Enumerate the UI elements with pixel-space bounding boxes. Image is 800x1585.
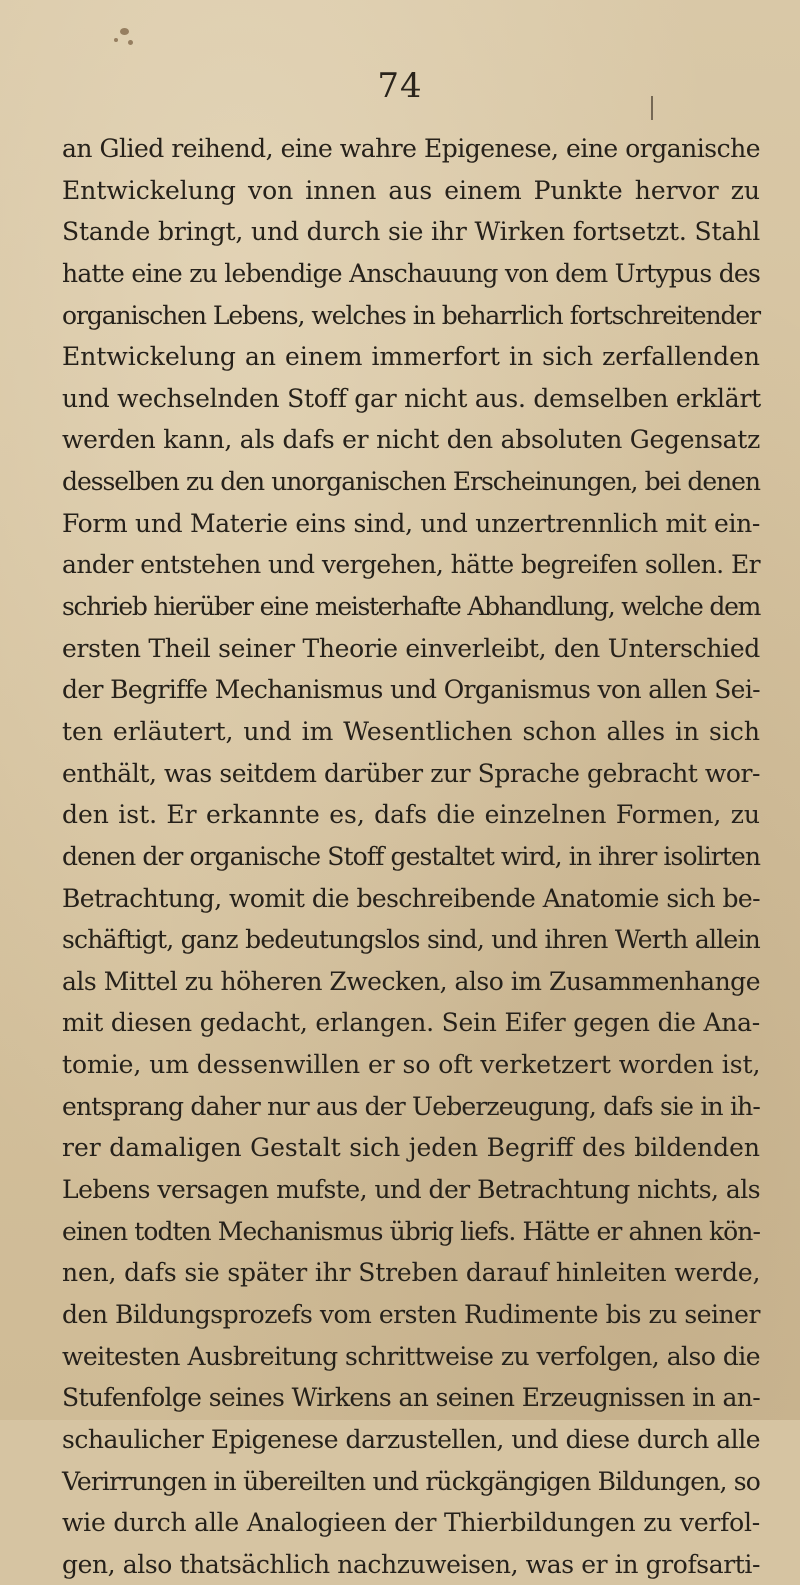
text-line: entsprang daher nur aus der Ueberzeugung, dafs sie in ih- [62,1091,760,1121]
text-line: an Glied reihend, eine wahre Epigenese, eine organische [62,134,760,163]
page-number: 74 [377,66,423,106]
text-line: enthält, was seitdem darüber zur Sprache gebracht wor- [62,758,760,788]
text-line: wie durch alle Analogieen der Thierbildungen zu verfol- [62,1508,760,1538]
ink-spot [128,40,133,45]
text-line: denen der organische Stoff gestaltet wird, in ihrer isolirten [62,841,761,871]
text-line: weitesten Ausbreitung schrittweise zu verfolgen, also die [62,1341,760,1371]
text-line: nen, dafs sie später ihr Streben darauf hinleiten werde, [62,1258,761,1288]
text-line: rer damaligen Gestalt sich jeden Begriff des bildenden [62,1133,760,1163]
ink-spot [120,28,129,35]
text-line: tomie, um dessenwillen er so oft verketzert worden ist, [62,1050,761,1080]
text-line: schaulicher Epigenese darzustellen, und diese durch alle [62,1424,760,1454]
text-line: organischen Lebens, welches in beharrlich fortschreitender [62,300,760,330]
text-line: schrieb hierüber eine meisterhafte Abhandlung, welche dem [62,592,760,622]
text-line: Lebens versagen mufste, und der Betrachtung nichts, als [62,1175,760,1205]
text-line: gen, also thatsächlich nachzuweisen, was er in grofsarti- [62,1549,760,1579]
text-line: Stande bringt, und durch sie ihr Wirken fortsetzt. Stahl [62,217,761,247]
text-line: den ist. Er erkannte es, dafs die einzelnen Formen, zu [62,800,760,830]
text-line: hatte eine zu lebendige Anschauung von dem Urtypus des [62,258,760,288]
text-line: Verirrungen in übereilten und rückgängigen Bildungen, so [62,1466,760,1496]
text-line: Entwickelung an einem immerfort in sich zerfallenden [62,342,760,372]
text-line: ersten Theil seiner Theorie einverleibt, den Unterschied [62,633,760,663]
text-line: werden kann, als dafs er nicht den absoluten Gegensatz [62,425,760,455]
text-line: Betrachtung, womit die beschreibende Anatomie sich be- [62,883,760,913]
text-line: und wechselnden Stoff gar nicht aus. demselben erklärt [62,383,761,413]
text-line: Stufenfolge seines Wirkens an seinen Erzeugnissen in an- [62,1383,760,1413]
text-line: Form und Materie eins sind, und unzertrennlich mit ein- [62,508,760,538]
ink-spot [114,38,118,42]
text-line: den Bildungsprozefs vom ersten Rudimente bis zu seiner [62,1299,760,1329]
body-text [62,128,760,1585]
text-line: ander entstehen und vergehen, hätte begreifen sollen. Er [62,550,760,580]
text-line: der Begriffe Mechanismus und Organismus von allen Sei- [62,675,760,705]
text-line: als Mittel zu höheren Zwecken, also im Zusammenhange [62,966,760,996]
text-line: schäftigt, ganz bedeutungslos sind, und ihren Werth allein [62,925,760,955]
text-line: einen todten Mechanismus übrig liefs. Hätte er ahnen kön- [62,1216,760,1246]
text-line: Entwickelung von innen aus einem Punkte hervor zu [62,175,760,205]
text-line: desselben zu den unorganischen Erscheinungen, bei denen [62,467,760,497]
text-line: ten erläutert, und im Wesentlichen schon alles in sich [62,716,760,746]
text-line: mit diesen gedacht, erlangen. Sein Eifer gegen die Ana- [62,1008,760,1038]
